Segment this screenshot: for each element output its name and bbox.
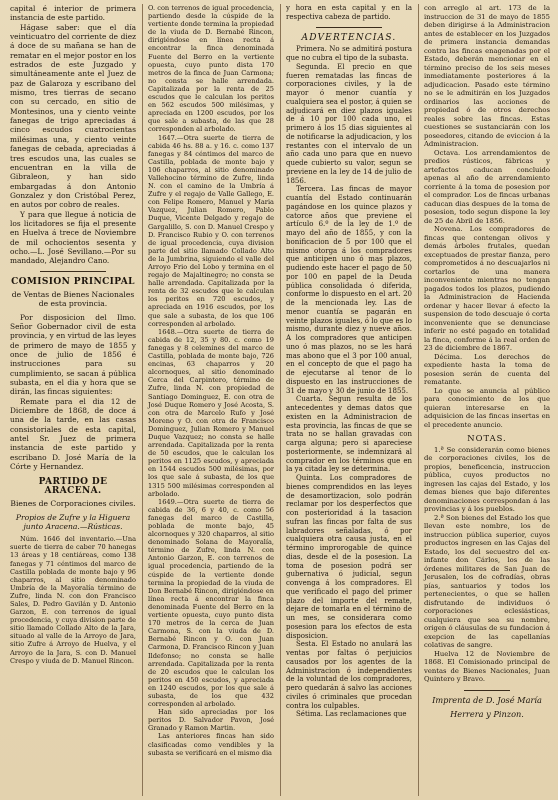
paragraph: 1647.—Otra suerte de tierra de cabida 46 hs. 88 a. y 16. c. como 137 fanegas y 84 céntimos del marco de Castilla, poblada de monte bajo y 106 chaparros, al sitio denominado Vallehocino término de Zufre, linda N. con el camino de la Umbría á Zufre y el regajo de Valle Gallego, E. con Felipe Romero, Manuel y Maria Vazquez, Julian Romero, Pablo Duque, Vicente Delgado y regajo de Gargalillo, S. con D. Manuel Crespo y D. Francisco Rubio y O. con terrenos de igual procedencia, cuya division parte del sitio llamado Collado Alto de la Jumbrina, siguiendo el valle del Arroyo Frio del Lobo y termina en el regajo de Majaltinegro; no consta se halle arrendada. Capitalizada por la renta de 32 escudos que le calculan los peritos en 720 escudos, y apreciada en 1916 escudos, por los que sale a subasta, de los que 106 corresponden al arbolado. (148, 133, 274, 328)
column-1 (10, 4, 136, 796)
section-heading: COMISION PRINCIPAL (11, 276, 135, 287)
imprint-line: Imprenta de D. José María (432, 694, 542, 705)
paragraph: Sesta. El Estado no anulará las ventas por faltas ó perjuicios causados por los agentes de la Administracion ó independientes de la voluntad de los compradores, pero quedarán á salvo las acciones civiles ó criminales que procedan contra los culpables. (286, 640, 412, 710)
paragraph: Primera. No se admitirá postura que no cubra el tipo de la subasta. (286, 45, 412, 62)
paragraph: Octava. Los arrendamientos de predios rústicos, fábricas y artefactos caducan concluido apenas al año de arrendamiento corriente á la toma de posesion por el comprador. Los de fincas urbanas caducan dias despues de la toma de posesion, todo segun dispone la ley de 25 de Abril de 1856. (424, 148, 550, 225)
paragraph: Tercera. Las fincas de mayor cuantía del Estado continuarán pagándose en los quince plazos y catorce años que previene el artículo 6.º de la ley de 1.º de mayo del año de 1855, y con la bonificacion de 5 por 100 que el mismo otorga á los compradores que anticipen uno ó mas plazos, pudiendo este hacer el pago de 50 por 100 en papel de la Deuda pública consolidada ó diferida, conforme lo dispuesto en el art. 20 de la mencionada ley. Las de menor cuantía se pagarán en veinte plazos iguales, ó lo que es lo mismo, durante diez y nueve años. A los compradores que anticipen uno ó mas plazos, no se les hará mas abono que el 3 por 100 anual, en el concepto de que el pago ha de ejecutarse al tenor de lo dispuesto en las instrucciones de 31 de mayo y 30 de junio de 1855. (286, 185, 412, 395)
paragraph: con arreglo al art. 173 de la instruccion de 31 de mayo de 1855 deben dirigirse á la Administracion antes de establecer en los Juzgados de primera instancia demandas contra las fincas enagenadas por el Estado, deberán mencionar en el término preciso de los seis meses inmediatamente posteriores á la adjudicacion. Pasado este término no se le admitirán en los Juzgados ordinarios las acciones de propiedad ó de otros derechos reales sobre las fincas. Estas cuestiones se sustanciarán con los poseedores, citando de eviccion á la Administracion. (424, 4, 550, 148)
paragraph: y hora en esta capital y en la respectiva cabeza de partido. (286, 4, 412, 21)
imprint-line: Herrera y Pinzon. (450, 708, 524, 719)
paragraph: Lo que se anuncia al público para conocimiento de los que quieran interesarse en la adquisicion de las fincas insertas en el precedente anuncio. (424, 386, 550, 429)
paragraph: Y para que llegue á noticia de los licitadores se fija el presente en Huelva á trece de Noviembre de mil ochocientos sesenta y ocho.—L. José Sevillano.—Por su mandado, Alejandro Cano. (10, 209, 136, 266)
paragraph: Remate para el dia 12 de Diciembre de 1868, de doce á una de la tarde, en las casas consistoriales de esta capital, antel Sr. Juez de primera instancia de este partido y escribano D. José María de la Córte y Hernandez. (10, 396, 136, 472)
column-4 (418, 4, 550, 796)
paragraph: Segunda. El precio en que fueren rematadas las fincas de corporaciones civiles, y la de mayor ó menor cuantía y cualquiera sea el postor, á quien se adjudicará en diez plazos iguales de á 10 por 100 cada uno, el primero á los 15 dias siguientes al de notificarse la adjudicacion, y los restantes con el intervalo de un año cada uno para que en nuevo quede cubierto su valor, segun se previene en la ley de 14 de julio de 1856. (286, 62, 412, 185)
divider (464, 690, 510, 691)
divider (40, 271, 106, 272)
paragraph: Hágase saber: que el día veinticuatro del corriente de diez á doce de su mañana se han de rematar en el mejor postor en los estrados de este Juzgado y simultáneamente ante el Juez de paz de Galaroza y escribano del mismo, tres tierras de secano con su cercado, en sitio de Montesinos, una y ciento veinte fanegas de trigo apreciadas á cinco escudos cuatrocientas milésimas una, y ciento veinte fanegas de cebada, apreciadas á tres escudos una, las cuales se encuentran en la villa de Gibraleon, y han sido embargadas á don Antonio Gonzalez y don Cristóbal Perez, en autos por cobro de reales. (10, 22, 136, 210)
paragraph: Por disposicion del Ilmo. Señor Gobernador civil de esta provincia, y en virtud de las leyes de primero de mayo de 1855 y once de julio de 1856 é instrucciones para su cumplimiento, se sacan á pública subasta, en el dia y hora que se dirán, las fincas siguientes: (10, 312, 136, 397)
column-3 (280, 4, 412, 796)
section-heading: NOTAS. (467, 433, 507, 443)
paragraph: Sétima. Las reclamaciones que (296, 710, 407, 719)
paragraph: O. con terrenos de igual procedencia, partiendo desde la cúspide de la vertiente donde termina la propiedad de la viuda de D. Bernabé Rincon, dirigiéndose en línea recta á encontrar la finca denominada Fuente del Berro en la vertiente opuesta, cuyo punto dista 170 metros de la finca de Juan Carmona; no consta se halle arrendada. Capitalizada por la renta de 25 escudos que le calculan los peritos en 562 escudos 500 milésimas, y apreciada en 1200 escudos, por los que sale a subasta, de las que 28 corresponden al arbolado. (148, 4, 274, 134)
paragraph: Novena. Los compradores de fincas que contengan olivos y demás árboles frutales, quedan exceptuados de prestar fianza, pero comprometidos á no descuajarlos ni cortarlos de una manera inconveniente mientras no tengan pagados todos los plazos, pudiendo la Administracion de Hacienda ordenar y hacer llevar á efecto la suspension de todo descuaje ó corta inconveniente que se denunciase inferir no esté pagado en totalidad la finca, conforme á la real orden de 23 de diciembre de 1867. (424, 225, 550, 352)
paragraph: Décima. Los derechos de expediente hasta la toma de posesion serán de cuenta del rematante. (424, 352, 550, 386)
paragraph: 1648.—Otra suerte de tierra de cabida de 12, 35 y 80. c. como 19 fanegas y 8 celemines del marco de Castilla, poblada de monte bajo, 726 encinas, 63 chaparros y 20 alcornoques, al sitio denominado Cerca del Carpintero, término de Zufre, linda N. con propiedad de Santiago Dominguez, E. con otra de José Duque Romero y José Acosta, S. con otra de Marcelo Rufo y José Moreno y O. con otra de Francisco Dominguez, Julian Romero y Manuel Duque Vazquez; no consta se halle arrendada. Capitalizada por la renta de 50 escudos, que le calculan los peritos en 1125 escudos, y apreciada en 1544 escudos 500 milésimas, por los que sale á subasta, de los que 1315 500 milésimas corresponden al arbolado. (148, 327, 274, 498)
paragraph: Núm. 1646 del inventario.—Una suerte de tierra de caber 70 hanegas 13 áreas y 18 centiáreas, como 138 fanegas y 71 céntimos del marco de Castilla poblada de monte bajo y 96 chaparros, al sitio denominado Umbría de la Mayoralía término de Zufre, linda N. con don Francisco Sales, D. Pedro Gavilán y D. Antonio Garzon, E. con terrenos de igual procedencia, y cuya division parte de sitio llamado Collado Alto de la Jara, situado al valle de la Arroyo de Jara, sitio Zufre á Arroyo de Huelva, y el Arroyo de la Jara, S. con D. Manuel Crespo y viuda de D. Manuel Rincon. (10, 535, 136, 665)
paragraph: capital é interior de primera instancia de este partido. (10, 4, 136, 23)
section-subheading: de Ventas de Bienes Nacionales de esta provincia. (11, 289, 135, 309)
paragraph: 2.ª Son bienes del Estado los que llevan este nombre, los de instruccion pública superior, cuyos productos ingresen en las Cajas del Estado, los del secuestro del ex-infante don Cárlos, los de las órdenes militares de San Juan de Jerusalen, los de cofradías, obras pías, santuarios y todos los pertenecientes, o que se hallen disfrutando de individuos ó corporaciones eclesiásticas, cualquiera que sea su nombre, origen ó cláusulas de su fundacion á exepcion de las capellanías colativas de sangre. (424, 513, 550, 649)
column-2 (142, 4, 274, 796)
section-subheading: Bienes de Corporaciones civiles. (10, 499, 136, 509)
section-heading: ADVERTENCIAS. (301, 32, 397, 43)
paragraph: Huelva 12 de Noviembre de 1868. El Comisionado principal de ventas de Bienes Nacionales, Juan Quintero y Bravo. (424, 649, 550, 683)
paragraph: Quinta. Los compradores de bienes comprendidos en las leyes de desamortizacion, solo podrán reclamar por los desperfectos que con posterioridad á la tasacion sufran las fincas por falta de sus labradores señaladas, ó por cualquiera otra causa justa, en el término improrogable de quince dias, desde el de la posesion. La toma de posesion podrá ser gubernativa ó judicial, segun convenga á los compradores. El que verificado el pago del primer plazo del importe del remate, dejare de tomarla en el término de un mes, se considerara como posesion para los efectos de esta disposicion. (286, 474, 412, 640)
section-heading: PARTIDO DE ARACENA. (38, 476, 108, 496)
section-subheading-italic: Propios de Zufre y la Higuera junto Aracena.—Rústicas. (15, 512, 131, 531)
paragraph: Cuarta. Segun resulta de los antecedentes y demas datos que existen en la Administracion de esta provincia, las fincas de que se trata no se hallan gravadas con carga alguna; pero si apareciese posteriormente, se indemnizará al comprador en los términos que en la ya citada ley se determina. (286, 395, 412, 474)
paragraph: Las anteriores fincas han sido clasificadas como vendibles y la subasta se verificará en el mismo dia (148, 732, 274, 757)
paragraph: 1649.—Otra suerte de tierra de cabida de 36, 6 y 40, c. como 56 fanegas del marco de Castilla, poblada de monte bajo, 45 alcornoques y 320 chaparros, al sitio denominado Solana de Mayoralía, término de Zufre, linda N. con Antonio Garzon, E. con terrenos de igual procedencia, partiendo de la cúspide de la vertiente donde termina la propiedad de la viuda de Don Bernabé Rincon, dirigiéndose en línea recta á encontrar la finca denominada Fuente del Berro en la vertiente opuesta, cuyo punto dista 170 metros de la cerca de Juan Carmona, S. con la viuda de D. Bernabé Rincon y O. con Juan Carmona, D. Francisco Rincon y Juan Ildefonso; no consta se halle arrendada. Capitalizada por la renta de 20 escudos que le calculan los peritos en 450 escudos, y apreciada en 1240 escudos, por los que sale á subasta, de los que 432 corresponden al arbolado. (148, 497, 274, 709)
paragraph: 1.ª Se considerarán como bienes de corporaciones civiles, los de propios, beneficencia, instruccion pública, cuyos productos no ingresen las cajas del Estado, y los demas bienes que bajo diferentes denominaciones correspondan á las provincias y á los pueblos. (424, 445, 550, 513)
divider (316, 27, 382, 28)
paragraph: Han sido apreciadas por los peritos D. Salvador Pavon, José Granado y Ramon Martin. (148, 708, 274, 733)
